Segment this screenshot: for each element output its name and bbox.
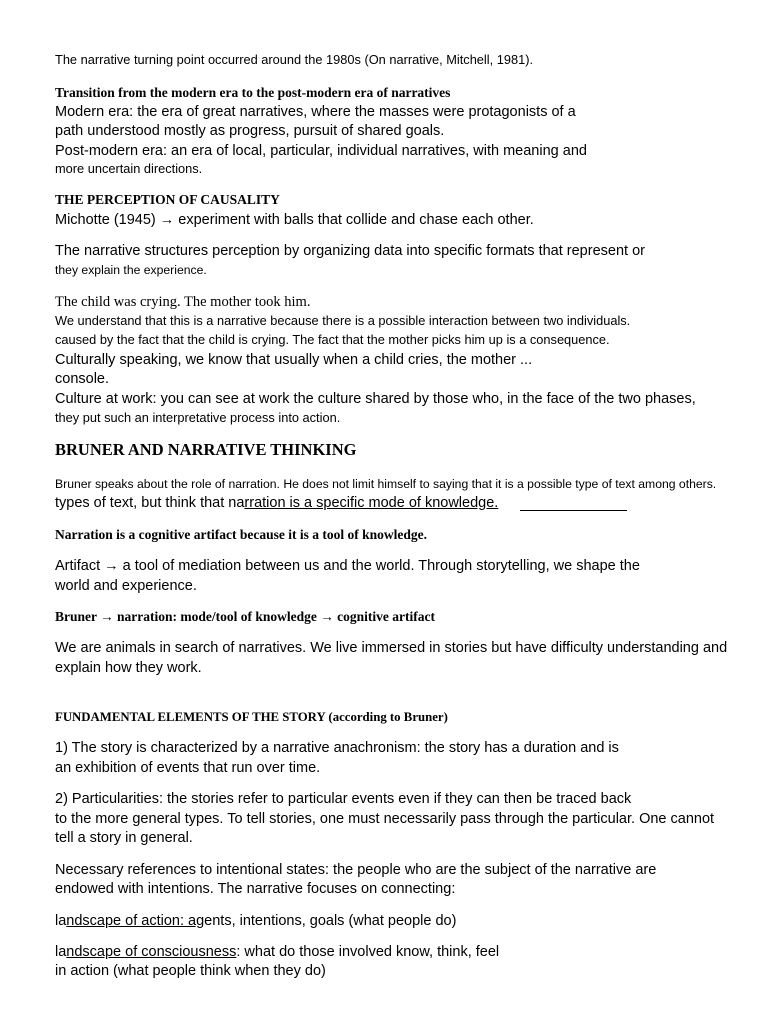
paragraph-line: Artifact → a tool of mediation between us and the world. Through storytelling, we shape the (55, 558, 640, 574)
paragraph-line: Modern era: the era of great narratives, where the masses were protagonists of a (55, 104, 576, 120)
paragraph-line: The narrative structures perception by organizing data into specific formats that represent or (55, 243, 645, 259)
paragraph-line: an exhibition of events that run over time. (55, 760, 321, 776)
text-segment: : what do those involved know, think, feel (236, 944, 500, 960)
section-heading-bruner: BRUNER AND NARRATIVE THINKING (55, 440, 357, 459)
paragraph-line: 2) Particularities: the stories refer to particular events even if they can then be traced back (55, 791, 632, 807)
bold-statement: Narration is a cognitive artifact because it is a tool of knowledge. (55, 527, 427, 542)
paragraph-line: 1) The story is characterized by a narrative anachronism: the story has a duration and is (55, 740, 619, 756)
text-segment: ents, intentions, goals (what people do) (204, 913, 457, 929)
paragraph-line: console. (55, 371, 110, 387)
paragraph-line-underlined (55, 912, 456, 930)
paragraph-line-underlined (55, 494, 498, 512)
paragraph-line: to the more general types. To tell stories, one must necessarily pass through the particular. One cannot (55, 811, 715, 827)
section-heading-causality: THE PERCEPTION OF CAUSALITY (55, 192, 280, 207)
text-segment: types of text, but think that na (55, 495, 245, 511)
heading-suffix: (according to Bruner) (325, 710, 448, 724)
paragraph-line: they explain the experience. (55, 263, 207, 277)
example-sentence: The child was crying. The mother took him. (55, 294, 311, 310)
underline-rule (520, 510, 627, 511)
paragraph-line: more uncertain directions. (55, 161, 203, 176)
paragraph-line: endowed with intentions. The narrative focuses on connecting: (55, 881, 456, 897)
paragraph-line: tell a story in general. (55, 830, 193, 846)
underlined-text: ndscape of action: ag (66, 913, 205, 929)
paragraph-line: explain how they work. (55, 660, 202, 676)
underlined-text: rration is a specific mode of knowledge. (244, 495, 499, 511)
paragraph-line: caused by the fact that the child is crying. The fact that the mother picks him up is a consequence. (55, 332, 610, 347)
paragraph-line: Necessary references to intentional states: the people who are the subject of the narrative are (55, 862, 657, 878)
paragraph-line-underlined (55, 943, 499, 961)
paragraph-line: Michotte (1945) → experiment with balls that collide and chase each other. (55, 212, 534, 228)
paragraph-line: We understand that this is a narrative because there is a possible interaction between two individuals. (55, 313, 631, 328)
text-segment: la (55, 913, 67, 929)
paragraph-line: Bruner speaks about the role of narration. He does not limit himself to saying that it is a possible type of text among others. (55, 477, 717, 491)
text-segment: la (55, 944, 67, 960)
paragraph-line: Post-modern era: an era of local, particular, individual narratives, with meaning and (55, 143, 587, 159)
paragraph-line: in action (what people think when they do) (55, 963, 326, 979)
paragraph-line: path understood mostly as progress, pursuit of shared goals. (55, 123, 445, 139)
underlined-text: ndscape of consciousness (66, 944, 237, 960)
paragraph-line: We are animals in search of narratives. We live immersed in stories but have difficulty understanding and (55, 640, 728, 656)
paragraph-line: The narrative turning point occurred around the 1980s (On narrative, Mitchell, 1981). (55, 52, 534, 67)
section-heading-transition: Transition from the modern era to the post-modern era of narratives (55, 85, 451, 100)
paragraph-line: Culture at work: you can see at work the culture shared by those who, in the face of the two phases, (55, 391, 696, 407)
section-heading-elements (55, 708, 448, 726)
paragraph-line: world and experience. (55, 578, 197, 594)
heading-text: FUNDAMENTAL ELEMENTS OF THE STORY (55, 710, 326, 724)
bold-statement: Bruner → narration: mode/tool of knowledge → cognitive artifact (55, 609, 435, 624)
paragraph-line: they put such an interpretative process into action. (55, 410, 341, 425)
paragraph-line: Culturally speaking, we know that usually when a child cries, the mother ... (55, 352, 533, 368)
